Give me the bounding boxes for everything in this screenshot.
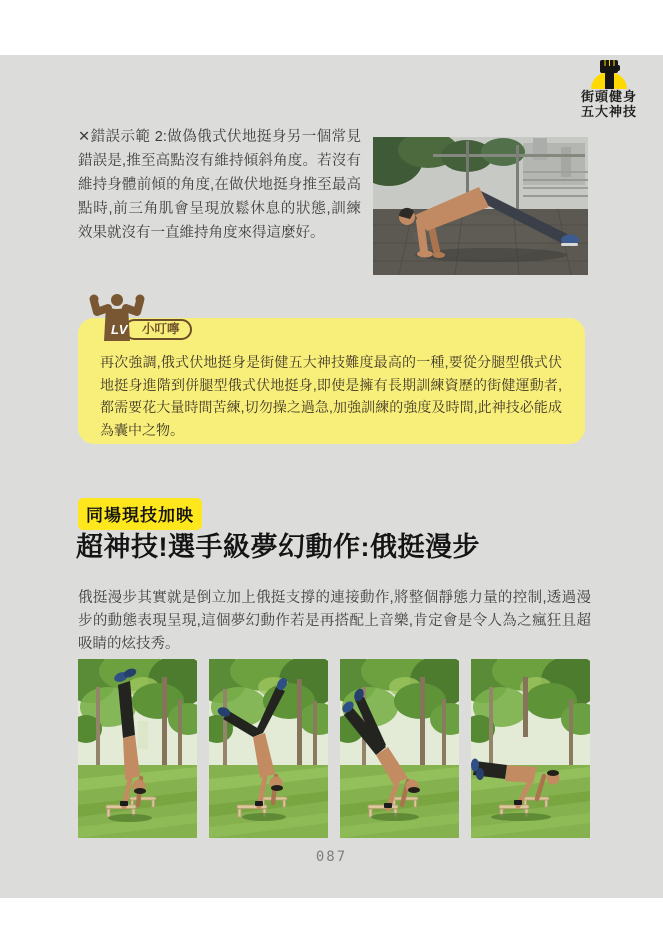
section-intro-paragraph: 俄挺漫步其實就是倒立加上俄挺支撐的連接動作,將整個靜態力量的控制,透過漫步的動態表現呈現,這個夢幻動作若是再搭配上音樂,肯定會是令人為之瘋狂且超吸睛的炫技秀。: [78, 590, 591, 652]
photo-sequence-planche-walk: [78, 659, 590, 838]
tip-badge-level: LV: [111, 322, 128, 337]
book-page: [0, 55, 663, 898]
logo-title-line1: 街頭健身: [580, 89, 637, 104]
logo-title-line2: 五大神技: [580, 103, 637, 119]
error-example-paragraph: ✕錯誤示範 2:做偽俄式伏地挺身另一個常見錯誤是,推至高點沒有維持傾斜角度。若沒有維持身體前傾的角度,在做伏地挺身推至最高點時,前三角肌會呈現放鬆休息的狀態,訓練效果就沒有一直維持角度來得這麼好。: [78, 129, 361, 241]
tip-badge-pill: 小叮嚀: [124, 319, 192, 340]
tip-text: 再次強調,俄式伏地挺身是街健五大神技難度最高的一種,要從分腿型俄式伏地挺身進階到併腿型俄式伏地挺身,即使是擁有長期訓練資歷的街健運動者,都需要花大量時間苦練,切勿操之過急,加強訓練的強度及時間,此神技必能成為囊中之物。: [100, 354, 562, 438]
photo-step1-handstand: [78, 659, 197, 838]
brand-logo: [570, 56, 648, 119]
fist-sun-icon: [586, 56, 632, 90]
section-title: 超神技!選手級夢幻動作:俄挺漫步: [76, 532, 480, 562]
photo-step3-descending: [340, 659, 459, 838]
page-number: 087: [315, 849, 348, 865]
photo-pseudo-planche-error-demo: [373, 137, 588, 275]
photo-step4-full-planche: [471, 659, 590, 838]
photo-step2-lowering-split: [209, 659, 328, 838]
section-kicker: 同場現技加映: [78, 498, 202, 530]
